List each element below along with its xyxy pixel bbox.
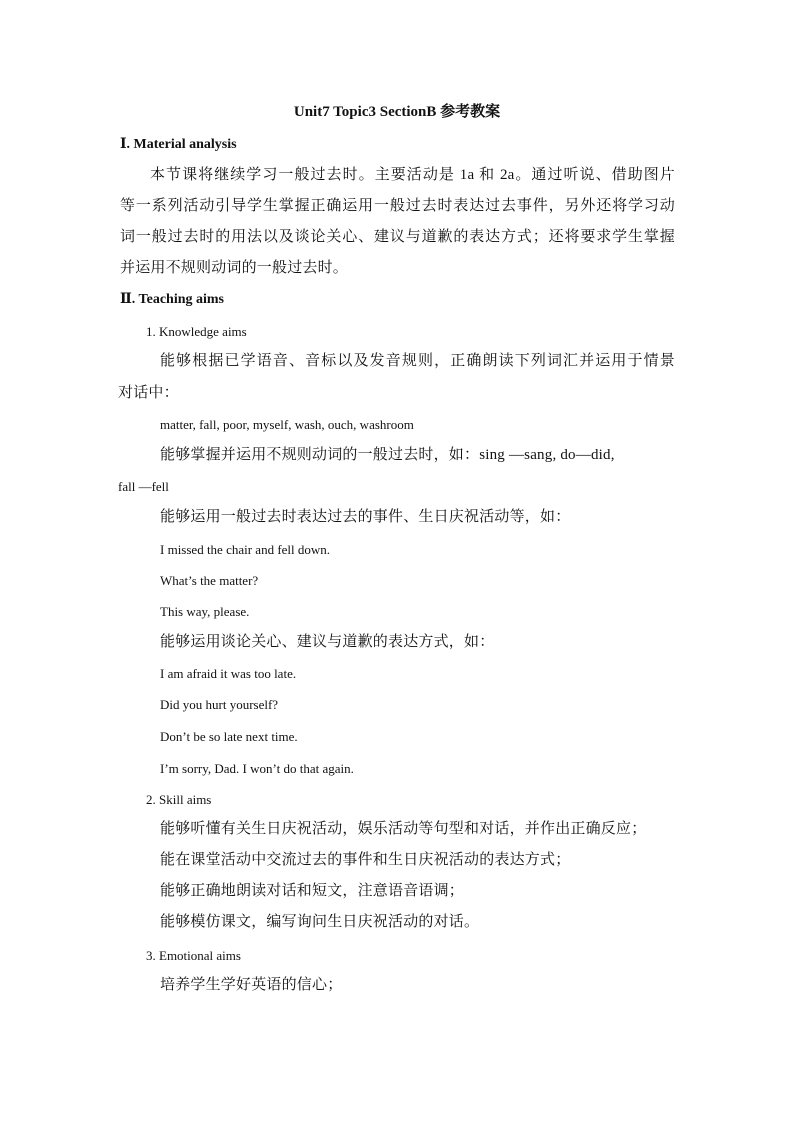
example-sentence: I’m sorry, Dad. I won’t do that again. [160,761,354,776]
example-sentence: I missed the chair and fell down. [160,542,331,557]
material-analysis-line-2: 等一系列活动引导学生掌握正确运用一般过去时表达过去事件，另外还将学习动 [120,198,675,214]
knowledge-line-4: 能够运用谈论关心、建议与道歉的表达方式，如： [160,634,495,650]
document-title: Unit7 Topic3 SectionB 参考教案 [293,104,501,120]
skill-line: 能够听懂有关生日庆祝活动，娱乐活动等句型和对话，并作出正确反应； [160,821,647,837]
material-analysis-line-1: 本节课将继续学习一般过去时。主要活动是 1a 和 2a。通过听说、借助图片 [150,167,675,183]
knowledge-line-1a: 能够根据已学语音、音标以及发音规则，正确朗读下列词汇并运用于情景 [160,353,675,369]
knowledge-vocabulary: matter, fall, poor, myself, wash, ouch, washroom [160,417,414,432]
example-sentence: Don’t be so late next time. [160,729,298,744]
example-sentence: I am afraid it was too late. [160,666,297,681]
skill-line: 能在课堂活动中交流过去的事件和生日庆祝活动的表达方式； [160,852,571,868]
example-sentence: Did you hurt yourself? [160,697,279,712]
knowledge-line-3: 能够运用一般过去时表达过去的事件、生日庆祝活动等，如： [160,509,571,525]
section-heading-teaching-aims: Ⅱ. Teaching aims [120,292,224,307]
knowledge-line-2a: 能够掌握并运用不规则动词的一般过去时，如：sing —sang, do—did, [160,447,615,463]
skill-aims-label: 2. Skill aims [146,792,212,807]
skill-line: 能够模仿课文，编写询问生日庆祝活动的对话。 [160,914,480,930]
example-sentence: What’s the matter? [160,573,259,588]
section-heading-material-analysis: Ⅰ. Material analysis [120,137,237,152]
skill-line: 能够正确地朗读对话和短文，注意语音语调； [160,883,465,899]
example-sentence: This way, please. [160,604,250,619]
knowledge-line-1b: 对话中： [118,385,179,401]
emotional-line: 培养学生学好英语的信心； [160,977,343,993]
knowledge-line-2b: fall —fell [118,479,169,494]
material-analysis-line-3: 词一般过去时的用法以及谈论关心、建议与道歉的表达方式；还将要求学生掌握 [120,229,675,245]
material-analysis-line-4: 并运用不规则动词的一般过去时。 [120,260,349,276]
knowledge-aims-label: 1. Knowledge aims [146,324,247,339]
emotional-aims-label: 3. Emotional aims [146,948,241,963]
